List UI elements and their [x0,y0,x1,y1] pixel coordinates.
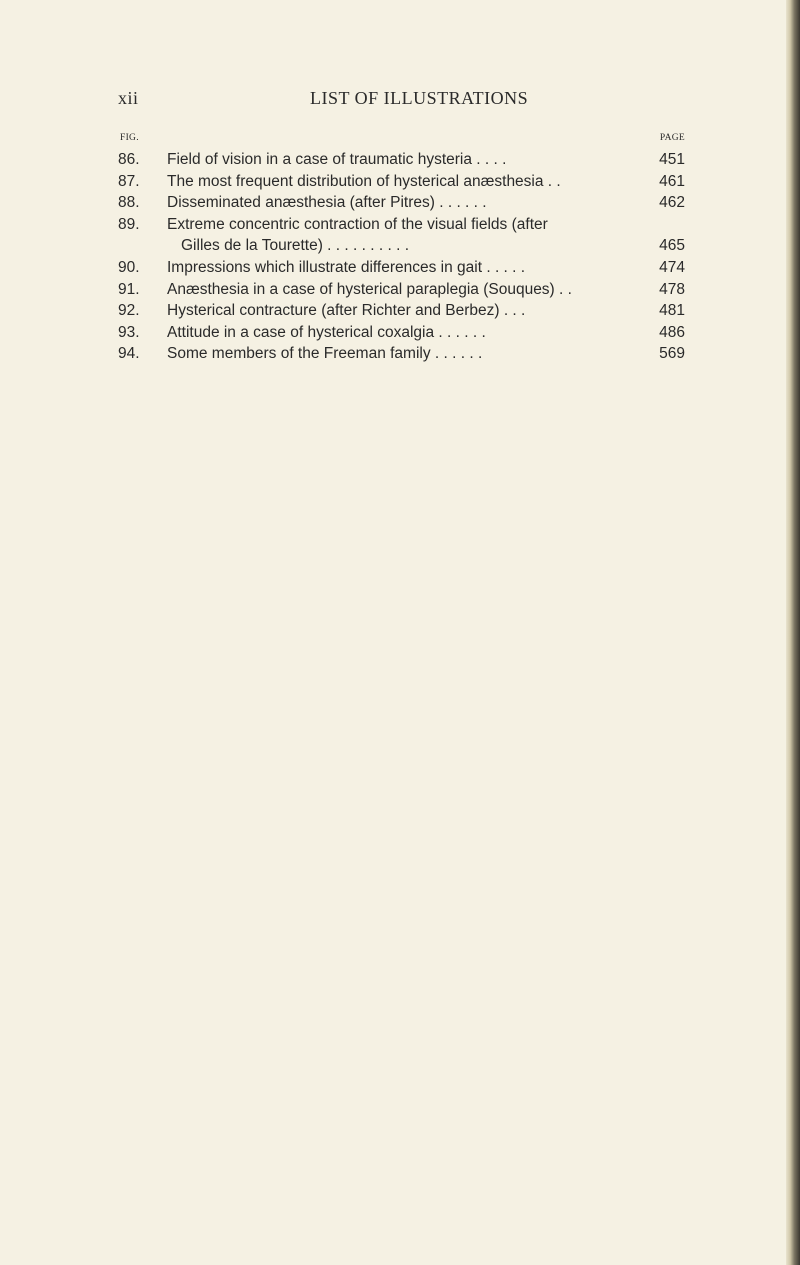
figure-page: 569 [659,345,685,363]
figure-number: 90. [118,258,140,276]
figure-caption: Field of vision in a case of traumatic hysteria . . . . [167,151,507,168]
list-item [118,192,685,214]
list-item [118,300,685,322]
list-item [118,257,685,279]
page-column-label: PAGE [659,133,685,143]
page-title: LIST OF ILLUSTRATIONS [310,88,529,108]
figure-number: 86. [118,151,140,168]
figure-caption: Hysterical contracture (after Richter and Berbez) . . . [167,302,526,320]
figure-number: 92. [118,302,140,320]
figure-caption: Extreme concentric contraction of the visual fields (after [167,215,548,233]
figure-page: 462 [659,194,685,212]
figure-caption: Impressions which illustrate differences in gait . . . . . [167,258,526,276]
figure-page: 451 [659,151,685,168]
list-item [118,214,685,236]
list-item [118,322,685,344]
list-item-continuation [118,235,685,257]
fig-column-label: FIG. [120,133,139,143]
list-item [118,171,685,193]
page-edge [786,0,800,1265]
figure-caption: Disseminated anæsthesia (after Pitres) . . . . . . [167,194,487,212]
list-item [118,149,685,171]
figure-caption-continuation: Gilles de la Tourette) . . . . . . . . . . [181,237,409,255]
figure-page: 474 [659,258,685,276]
figure-caption: Attitude in a case of hysterical coxalgia . . . . . . [167,323,486,341]
figure-page: 481 [659,302,685,320]
figure-caption: Some members of the Freeman family . . . . . . [167,345,483,363]
figure-number: 88. [118,194,140,212]
figure-page: 461 [659,172,685,190]
figure-caption: Anæsthesia in a case of hysterical paraplegia (Souques) . . [167,280,572,298]
figure-number: 94. [118,345,140,363]
figure-caption: The most frequent distribution of hysterical anæsthesia . . [167,172,561,190]
figure-number: 87. [118,172,140,190]
list-item [118,279,685,301]
figure-page: 465 [659,237,685,255]
figure-number: 89. [118,215,140,233]
list-item [118,343,685,365]
page-number: xii [118,88,139,108]
figure-page: 486 [659,323,685,341]
illustrations-list [118,149,685,365]
figure-page: 478 [659,280,685,298]
figure-number: 93. [118,323,140,341]
figure-number: 91. [118,280,140,298]
